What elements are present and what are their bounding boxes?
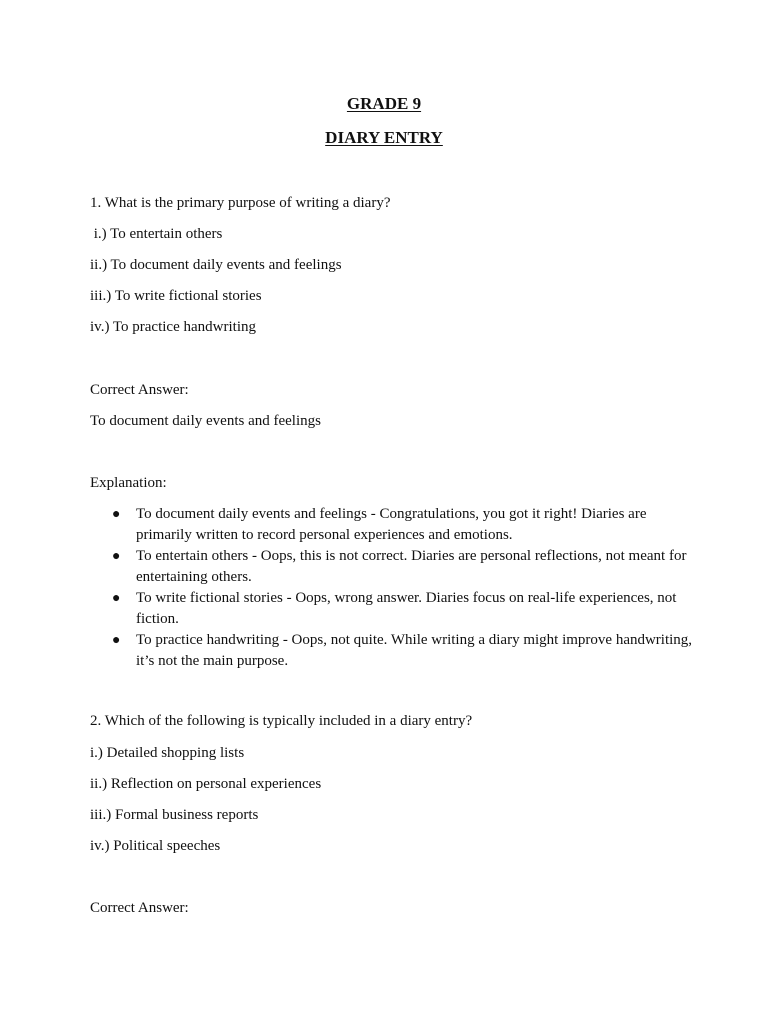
explanation-item (0, 630, 696, 672)
q2-option-2: ii.) Reflection on personal experiences (90, 776, 322, 792)
explanation-text: To document daily events and feelings - Congratulations, you got it right! Diaries are primarily written to record personal experiences and emotions. (136, 506, 647, 543)
q1-option-1: i.) To entertain others (90, 226, 223, 242)
explanation-item (0, 588, 696, 630)
q2-option-1: i.) Detailed shopping lists (90, 745, 245, 761)
explanation-item (0, 504, 696, 546)
bullet-icon: ● (112, 549, 121, 564)
q1-explanation-label: Explanation: (90, 475, 167, 491)
q1-correct-answer-label: Correct Answer: (90, 382, 189, 398)
explanation-text: To write fictional stories - Oops, wrong answer. Diaries focus on real-life experiences, not fiction. (136, 590, 677, 627)
q2-option-3: iii.) Formal business reports (90, 807, 259, 823)
explanation-item (0, 546, 696, 588)
document-title: DIARY ENTRY (325, 128, 443, 147)
grade-heading: GRADE 9 (346, 94, 422, 113)
q1-correct-answer: To document daily events and feelings (90, 413, 321, 429)
explanation-text: To entertain others - Oops, this is not correct. Diaries are personal reflections, not meant for entertaining others. (136, 548, 687, 585)
explanation-text: To practice handwriting - Oops, not quite. While writing a diary might improve handwriting, it’s not the main purpose. (136, 632, 693, 669)
q1-option-2: ii.) To document daily events and feelings (90, 257, 342, 273)
question-2-text: 2. Which of the following is typically included in a diary entry? (90, 713, 473, 729)
bullet-icon: ● (112, 633, 121, 648)
question-1-text: 1. What is the primary purpose of writing a diary? (90, 195, 391, 211)
q1-option-3: iii.) To write fictional stories (90, 288, 262, 304)
bullet-icon: ● (112, 591, 121, 606)
q1-option-4: iv.) To practice handwriting (90, 319, 256, 335)
q1-explanation-list (0, 504, 768, 672)
bullet-icon: ● (112, 507, 121, 522)
q2-option-4: iv.) Political speeches (90, 838, 221, 854)
q2-correct-answer-label: Correct Answer: (90, 900, 189, 916)
